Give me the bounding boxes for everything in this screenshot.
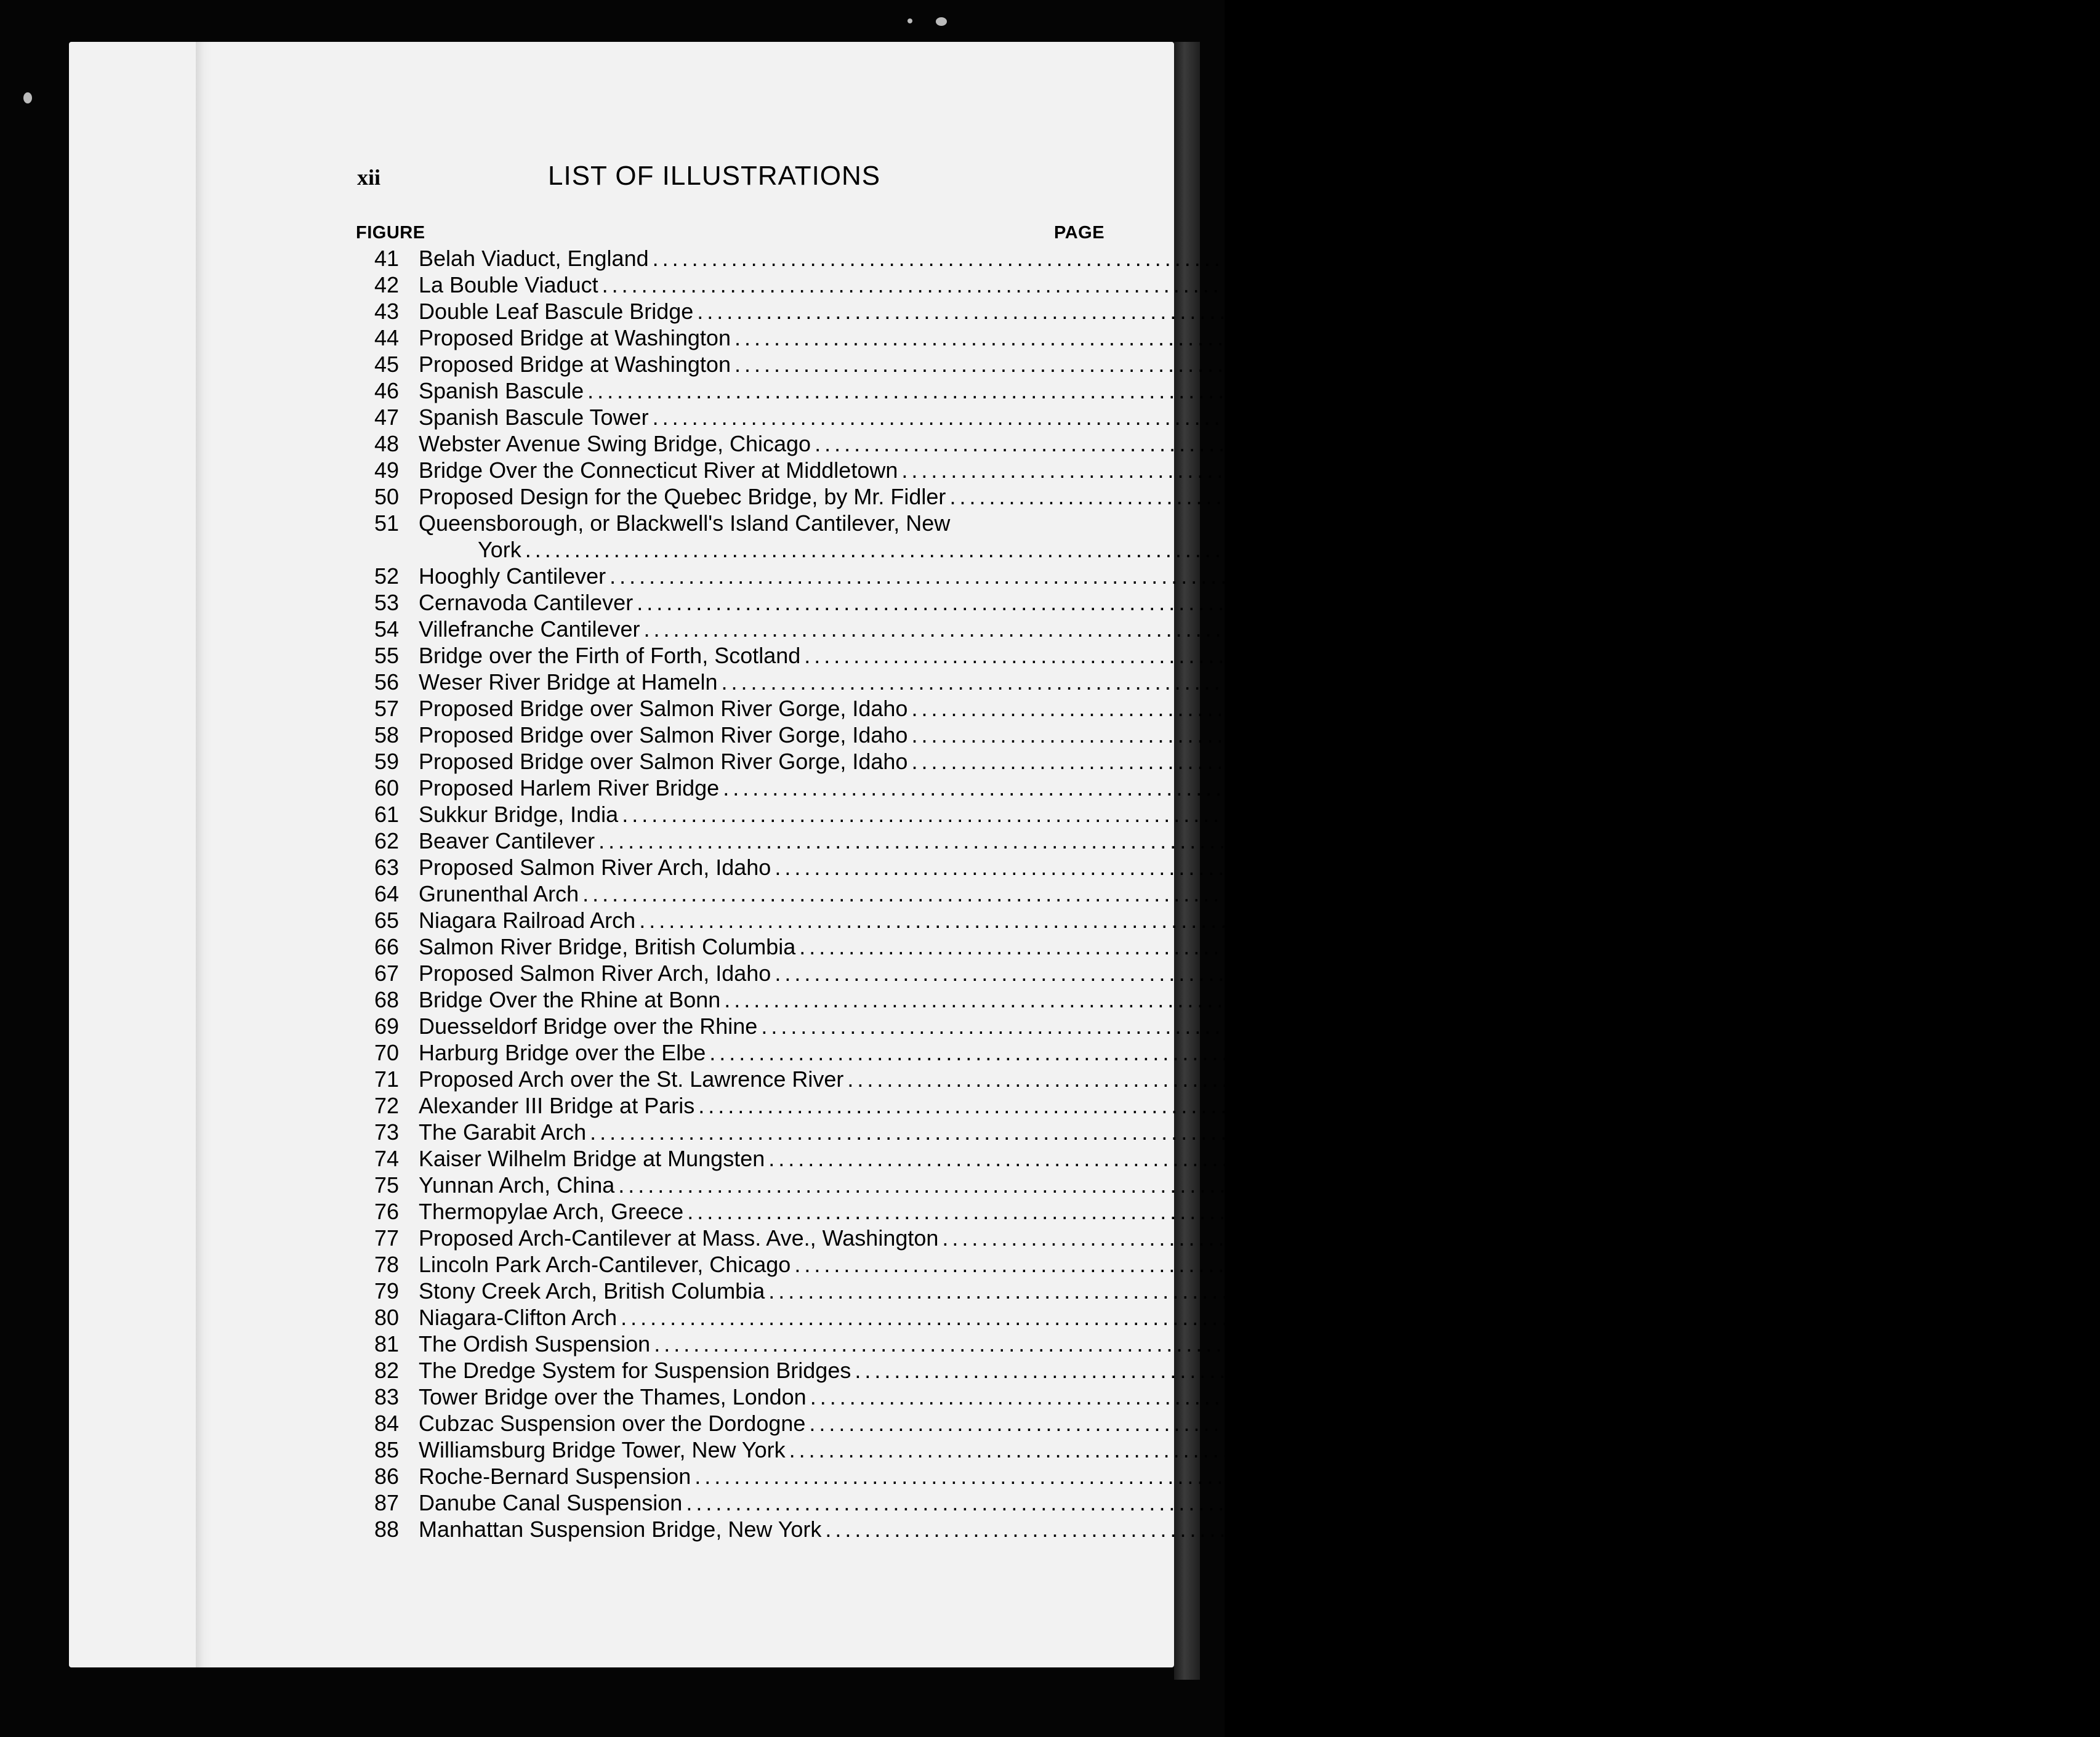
page-number: 95 xyxy=(1820,1464,1845,1489)
dot-leader xyxy=(810,1384,1913,1410)
dot-leader xyxy=(809,1410,1912,1437)
figure-title: Proposed Bridge at Washington xyxy=(419,325,731,350)
dot-leader xyxy=(942,1225,2045,1251)
page-number: 70 xyxy=(1929,643,1955,668)
dot-leader xyxy=(734,324,1838,351)
page-number: 95 xyxy=(1811,1490,1836,1515)
dot-leader xyxy=(768,1145,1872,1172)
page-number: 80 xyxy=(1849,987,1875,1012)
figure-entry xyxy=(417,1384,1917,1410)
figure-title: Proposed Salmon River Arch, Idaho xyxy=(419,961,771,986)
scan-speck xyxy=(907,18,912,23)
figure-title: Spanish Bascule xyxy=(419,378,584,403)
figure-title: Williamsburg Bridge Tower, New York xyxy=(419,1437,786,1462)
page-number: 82 xyxy=(1824,1093,1849,1118)
figure-title: Proposed Arch-Cantilever at Mass. Ave., Washington xyxy=(419,1225,939,1251)
list-item xyxy=(356,642,1955,669)
figure-title: Danube Canal Suspension xyxy=(419,1490,683,1515)
figure-entry xyxy=(417,1013,1869,1039)
dot-leader xyxy=(723,775,1826,801)
figure-number: 56 xyxy=(374,669,400,695)
dot-leader xyxy=(815,430,1918,457)
dot-leader xyxy=(525,536,1628,563)
page-number: 74 xyxy=(1724,828,1749,853)
figure-title: Stony Creek Arch, British Columbia xyxy=(419,1278,765,1304)
dot-leader xyxy=(618,1172,1721,1198)
page-number: 85 xyxy=(2067,1225,2093,1251)
list-item xyxy=(356,1225,2093,1251)
figure-title: Bridge over the Firth of Forth, Scotland xyxy=(419,643,801,668)
figure-title: Roche-Bernard Suspension xyxy=(419,1464,691,1489)
dot-leader xyxy=(654,1331,1757,1357)
figure-entry xyxy=(417,563,1716,589)
figure-title: Proposed Bridge over Salmon River Gorge, Idaho xyxy=(419,722,908,748)
figure-number: 72 xyxy=(374,1093,400,1118)
figure-number: 86 xyxy=(374,1464,400,1489)
figure-number: 79 xyxy=(374,1278,400,1304)
figure-title: Proposed Design for the Quebec Bridge, by Mr. Fidler xyxy=(419,484,946,509)
figure-number: 68 xyxy=(374,987,400,1012)
page-number: 63 xyxy=(1940,431,1965,456)
figure-entry xyxy=(417,245,1760,272)
page-number: 72 xyxy=(2037,749,2062,774)
dot-leader xyxy=(724,986,1827,1013)
list-item xyxy=(356,1410,1960,1437)
figure-title: Proposed Bridge at Washington xyxy=(419,352,731,377)
dot-leader xyxy=(653,404,1756,430)
figure-number: 43 xyxy=(374,299,400,324)
figure-number: 67 xyxy=(374,961,400,986)
figure-title: Niagara Railroad Arch xyxy=(419,908,636,933)
page-number: 68 xyxy=(2075,484,2100,509)
figure-entry xyxy=(417,775,1830,801)
page-number: 92 xyxy=(1935,1384,1960,1409)
figure-title: Kaiser Wilhelm Bridge at Mungsten xyxy=(419,1146,765,1171)
figure-number: 71 xyxy=(374,1066,400,1092)
figure-entry xyxy=(417,430,1921,457)
figure-number: 65 xyxy=(374,908,400,933)
list-item xyxy=(356,775,1873,801)
page-number: 78 xyxy=(1764,908,1790,933)
figure-title: Manhattan Suspension Bridge, New York xyxy=(419,1517,822,1542)
figure-title: Proposed Bridge over Salmon River Gorge, Idaho xyxy=(419,696,908,721)
figure-title: The Garabit Arch xyxy=(419,1119,587,1145)
figure-number: 78 xyxy=(374,1252,400,1277)
figure-number: 53 xyxy=(374,590,400,615)
scan-speck xyxy=(23,92,32,103)
dot-leader xyxy=(687,1198,1790,1225)
dot-leader xyxy=(799,933,1902,960)
page-number: 83 xyxy=(1894,1146,1919,1171)
list-item xyxy=(356,1013,1912,1039)
dot-leader xyxy=(949,483,2053,510)
dot-leader xyxy=(622,801,1725,828)
list-item xyxy=(356,245,1803,272)
figure-number: 52 xyxy=(374,563,400,589)
figure-title: Weser River Bridge at Hameln xyxy=(419,669,718,695)
dot-leader xyxy=(639,907,1742,933)
figure-title: Thermopylae Arch, Greece xyxy=(419,1199,684,1224)
page-number: 81 xyxy=(1973,1066,1998,1092)
page-number: 85 xyxy=(1812,1199,1838,1224)
figure-entry xyxy=(417,669,1828,695)
page-number: 79 xyxy=(1900,961,1925,986)
dot-leader xyxy=(825,1516,1928,1542)
figure-number: 41 xyxy=(374,246,400,271)
list-item xyxy=(356,1331,1804,1357)
dot-leader xyxy=(609,563,1713,589)
figure-entry xyxy=(417,828,1705,854)
figure-number: 75 xyxy=(374,1172,400,1198)
list-item xyxy=(356,430,1965,457)
figure-entry xyxy=(417,748,2019,775)
figure-entry xyxy=(417,1463,1801,1489)
list-item xyxy=(356,722,2062,748)
figure-column-heading: FIGURE xyxy=(356,223,425,243)
page-number: 84 xyxy=(1744,1172,1769,1198)
dot-leader xyxy=(698,1092,1801,1119)
figure-title: Hooghly Cantilever xyxy=(419,563,606,589)
dot-leader xyxy=(774,960,1878,986)
figure-number: 62 xyxy=(374,828,400,853)
figure-number: 73 xyxy=(374,1119,400,1145)
running-head: LIST OF ILLUSTRATIONS xyxy=(548,161,881,191)
dot-leader xyxy=(598,828,1702,854)
list-item xyxy=(356,563,1760,589)
figure-number: 87 xyxy=(374,1490,400,1515)
dot-leader xyxy=(590,1119,1693,1145)
dot-leader xyxy=(697,298,1800,324)
figure-title: Grunenthal Arch xyxy=(419,881,579,906)
figure-entry xyxy=(417,801,1729,828)
figure-number: 51 xyxy=(374,510,400,536)
list-item xyxy=(356,1251,1945,1278)
list-item xyxy=(356,1437,1939,1463)
figure-entry xyxy=(417,1516,1933,1542)
dot-leader xyxy=(637,589,1740,616)
list-item xyxy=(356,960,1925,986)
page-number: 82 xyxy=(1835,1040,1860,1065)
figure-number: 85 xyxy=(374,1437,400,1462)
figure-title: Belah Viaduct, England xyxy=(419,246,649,271)
list-item xyxy=(356,1066,1998,1092)
figure-number: 49 xyxy=(374,457,400,483)
list-item xyxy=(356,907,1790,933)
figure-entry xyxy=(417,642,1912,669)
figure-entry xyxy=(417,1410,1917,1437)
page-number: 69 xyxy=(1762,590,1787,615)
figure-number: 44 xyxy=(374,325,400,350)
list-item xyxy=(356,1172,1769,1198)
figure-title: Alexander III Bridge at Paris xyxy=(419,1093,695,1118)
figure-title: Niagara-Clifton Arch xyxy=(419,1305,618,1330)
figure-title: Spanish Bascule Tower xyxy=(419,405,649,430)
list-item xyxy=(356,1357,2005,1384)
dot-leader xyxy=(587,377,1691,404)
list-item xyxy=(356,1463,1845,1489)
figure-entry xyxy=(417,272,1709,298)
page-number: 94 xyxy=(1914,1437,1939,1462)
figure-number: 66 xyxy=(374,934,400,959)
list-item xyxy=(356,616,1794,642)
list-item xyxy=(356,828,1749,854)
figure-entry xyxy=(417,1119,1697,1145)
figure-title: The Dredge System for Suspension Bridges xyxy=(419,1358,851,1383)
list-item xyxy=(356,272,1752,298)
figure-title: The Ordish Suspension xyxy=(419,1331,651,1356)
page-number: 56 xyxy=(1727,272,1752,297)
page-number: 62 xyxy=(1777,405,1803,430)
figure-entry xyxy=(417,1278,1875,1304)
figure-title: Cubzac Suspension over the Dordogne xyxy=(419,1411,806,1436)
list-item xyxy=(356,457,2052,483)
figure-number: 88 xyxy=(374,1517,400,1542)
figure-entry xyxy=(417,695,2019,722)
list-item xyxy=(356,695,2062,722)
list-item xyxy=(356,510,1675,563)
page-number: 72 xyxy=(2037,722,2062,748)
illustration-list xyxy=(356,245,2100,1542)
figure-entry xyxy=(417,616,1751,642)
page-column-heading: PAGE xyxy=(1054,223,1105,243)
page-number: 56 xyxy=(1777,246,1803,271)
figure-entry xyxy=(417,1489,1793,1516)
figure-entry xyxy=(417,324,1841,351)
figure-entry xyxy=(417,933,1906,960)
figure-number: 84 xyxy=(374,1411,400,1436)
page-number: 57 xyxy=(1822,299,1848,324)
figure-entry xyxy=(417,483,2057,510)
list-item xyxy=(356,1516,1976,1542)
dot-leader xyxy=(602,272,1705,298)
figure-number: 83 xyxy=(374,1384,400,1409)
figure-entry xyxy=(417,1331,1761,1357)
figure-number: 58 xyxy=(374,722,400,748)
figure-entry xyxy=(417,1066,1955,1092)
figure-number: 74 xyxy=(374,1146,400,1171)
figure-entry xyxy=(417,1251,1902,1278)
figure-number: 80 xyxy=(374,1305,400,1330)
figure-number: 59 xyxy=(374,749,400,774)
dot-leader xyxy=(794,1251,1897,1278)
page-number: 70 xyxy=(1846,669,1872,695)
figure-title: Bridge Over the Connecticut River at Middletown xyxy=(419,457,898,483)
page-number: 91 xyxy=(1980,1358,2005,1383)
dot-leader xyxy=(761,1013,1864,1039)
list-item xyxy=(356,1384,1960,1410)
figure-number: 61 xyxy=(374,802,400,827)
figure-entry xyxy=(417,1092,1805,1119)
figure-title: Sukkur Bridge, India xyxy=(419,802,619,827)
dot-leader xyxy=(686,1489,1789,1516)
list-item xyxy=(356,1119,1740,1145)
figure-entry xyxy=(417,1039,1816,1066)
list-item xyxy=(356,801,1772,828)
page-number: 71 xyxy=(2037,696,2062,721)
figure-entry xyxy=(417,881,1689,907)
figure-entry xyxy=(417,1437,1896,1463)
figure-title-continued xyxy=(419,536,1675,563)
figure-entry xyxy=(417,1304,1728,1331)
figure-entry xyxy=(417,298,1804,324)
figure-number: 77 xyxy=(374,1225,400,1251)
figure-number: 42 xyxy=(374,272,400,297)
gutter-shadow xyxy=(196,42,212,1667)
list-item xyxy=(356,933,1950,960)
figure-entry xyxy=(417,854,1882,881)
page-number: 78 xyxy=(1925,934,1950,959)
dot-leader xyxy=(694,1463,1798,1489)
list-item xyxy=(356,298,1848,324)
page-number: 87 xyxy=(1894,1278,1919,1304)
page-number: 76 xyxy=(1900,855,1925,880)
page-number: 68 xyxy=(1650,537,1675,562)
page-number: 92 xyxy=(1934,1411,1960,1436)
page-number: 96 xyxy=(1950,1517,1976,1542)
list-item xyxy=(356,324,1885,351)
page-number: 60 xyxy=(1713,378,1738,403)
figure-entry xyxy=(417,1145,1875,1172)
figure-entry xyxy=(417,960,1882,986)
figure-title: Beaver Cantilever xyxy=(419,828,595,853)
list-item xyxy=(356,669,1872,695)
dot-leader xyxy=(774,854,1878,881)
figure-entry xyxy=(417,351,1841,377)
figure-title: Proposed Arch over the St. Lawrence River xyxy=(419,1066,844,1092)
page-number: 86 xyxy=(1920,1252,1945,1277)
figure-entry xyxy=(417,1172,1725,1198)
list-item xyxy=(356,986,1875,1013)
dot-leader xyxy=(722,669,1825,695)
list-item xyxy=(356,1039,1860,1066)
page-number: 64 xyxy=(2027,457,2052,483)
figure-title: Harburg Bridge over the Elbe xyxy=(419,1040,706,1065)
dot-leader xyxy=(653,245,1756,272)
page-folio: xii xyxy=(357,165,381,190)
figure-title: Proposed Bridge over Salmon River Gorge, Idaho xyxy=(419,749,908,774)
dot-leader xyxy=(621,1304,1724,1331)
dot-leader xyxy=(582,881,1686,907)
dot-leader xyxy=(901,457,2005,483)
dot-leader xyxy=(768,1278,1872,1304)
figure-entry xyxy=(417,907,1746,933)
figure-entry xyxy=(417,589,1744,616)
figure-number: 60 xyxy=(374,775,400,800)
page-number: 91 xyxy=(1779,1331,1804,1356)
list-item xyxy=(356,1489,1836,1516)
dot-leader xyxy=(855,1357,1958,1384)
list-item xyxy=(356,404,1803,430)
figure-number: 76 xyxy=(374,1199,400,1224)
figure-title: Queensborough, or Blackwell's Island Cantilever, New xyxy=(419,510,951,536)
dot-leader xyxy=(709,1039,1812,1066)
figure-number: 45 xyxy=(374,352,400,377)
list-item xyxy=(356,351,1885,377)
figure-title: Cernavoda Cantilever xyxy=(419,590,634,615)
figure-title: Proposed Harlem River Bridge xyxy=(419,775,720,800)
figure-number: 47 xyxy=(374,405,400,430)
list-item xyxy=(356,1278,1919,1304)
page-number: 77 xyxy=(1708,881,1733,906)
figure-title-continuation: York xyxy=(478,537,521,562)
page-number: 73 xyxy=(1747,802,1772,827)
list-item xyxy=(356,483,2100,510)
page-number: 73 xyxy=(1848,775,1873,800)
list-item xyxy=(356,1092,1849,1119)
dot-leader xyxy=(911,695,2014,722)
list-item xyxy=(356,854,1925,881)
figure-title: La Bouble Viaduct xyxy=(419,272,598,297)
scan-speck xyxy=(936,17,947,26)
figure-number: 69 xyxy=(374,1014,400,1039)
figure-title: Villefranche Cantilever xyxy=(419,616,640,642)
list-item xyxy=(356,1145,1919,1172)
page-number: 80 xyxy=(1886,1014,1912,1039)
page-number: 83 xyxy=(1715,1119,1740,1145)
dot-leader xyxy=(911,748,2014,775)
list-item xyxy=(356,881,1733,907)
figure-number: 63 xyxy=(374,855,400,880)
figure-title: Salmon River Bridge, British Columbia xyxy=(419,934,796,959)
dot-leader xyxy=(847,1066,1950,1092)
page-number: 69 xyxy=(1735,563,1760,589)
figure-entry xyxy=(417,722,2019,748)
list-item xyxy=(356,589,1787,616)
figure-number: 50 xyxy=(374,484,400,509)
page-number: 70 xyxy=(1769,616,1794,642)
dot-leader xyxy=(789,1437,1893,1463)
figure-number: 46 xyxy=(374,378,400,403)
figure-title: Duesseldorf Bridge over the Rhine xyxy=(419,1014,758,1039)
page-number: 58 xyxy=(1860,325,1885,350)
figure-title: Bridge Over the Rhine at Bonn xyxy=(419,987,721,1012)
figure-entry xyxy=(417,457,2009,483)
figure-title: Double Leaf Bascule Bridge xyxy=(419,299,694,324)
figure-title: Proposed Salmon River Arch, Idaho xyxy=(419,855,771,880)
list-item xyxy=(356,377,1738,404)
dot-leader xyxy=(804,642,1907,669)
figure-number: 55 xyxy=(374,643,400,668)
figure-number: 57 xyxy=(374,696,400,721)
figure-title: Webster Avenue Swing Bridge, Chicago xyxy=(419,431,811,456)
figure-entry xyxy=(417,404,1760,430)
figure-number: 64 xyxy=(374,881,400,906)
figure-title: Lincoln Park Arch-Cantilever, Chicago xyxy=(419,1252,791,1277)
figure-number: 54 xyxy=(374,616,400,642)
page-number: 58 xyxy=(1860,352,1885,377)
figure-number: 48 xyxy=(374,431,400,456)
dot-leader xyxy=(644,616,1747,642)
figure-entry xyxy=(417,377,1694,404)
figure-title: Yunnan Arch, China xyxy=(419,1172,615,1198)
figure-title: Tower Bridge over the Thames, London xyxy=(419,1384,807,1409)
figure-entry xyxy=(417,1357,1962,1384)
figure-number: 81 xyxy=(374,1331,400,1356)
dot-leader xyxy=(911,722,2014,748)
figure-entry xyxy=(417,510,1675,563)
list-item xyxy=(356,748,2062,775)
figure-entry xyxy=(417,1198,1794,1225)
figure-entry xyxy=(417,1225,2050,1251)
list-item xyxy=(356,1198,1838,1225)
dot-leader xyxy=(734,351,1838,377)
list-item xyxy=(356,1304,1771,1331)
figure-entry xyxy=(417,986,1832,1013)
figure-number: 82 xyxy=(374,1358,400,1383)
figure-number: 70 xyxy=(374,1040,400,1065)
page-number: 89 xyxy=(1746,1305,1771,1330)
